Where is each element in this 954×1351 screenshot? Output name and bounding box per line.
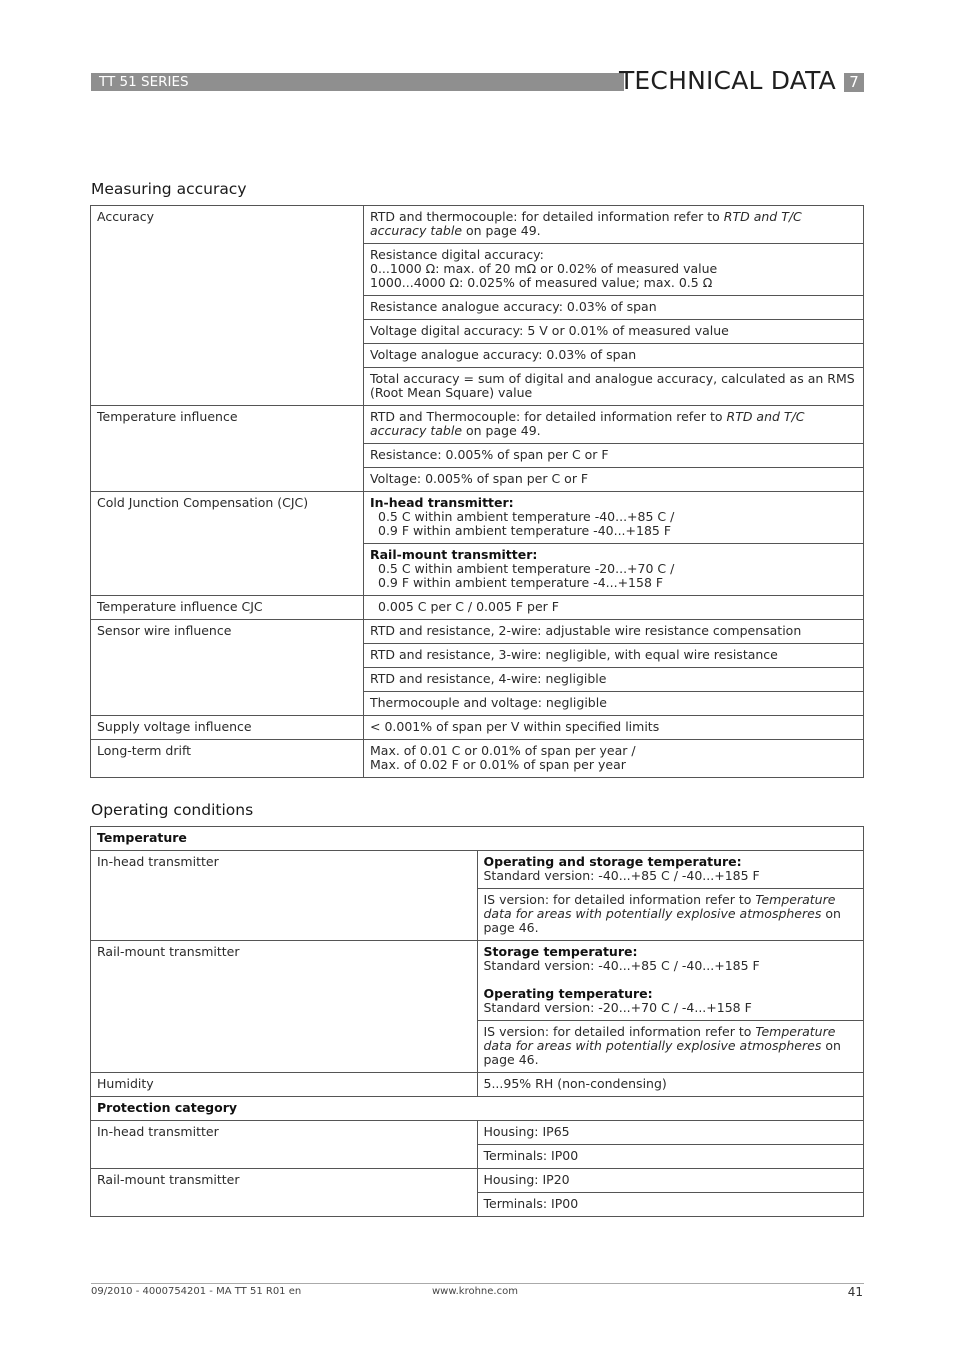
row-label: Temperature influence CJC bbox=[91, 596, 364, 620]
table-cell bbox=[364, 544, 864, 596]
cell-line: Standard version: -40...+85 C / -40...+185 F bbox=[483, 868, 760, 883]
table-cell: Resistance analogue accuracy: 0.03% of span bbox=[364, 296, 864, 320]
spacer bbox=[484, 973, 858, 987]
table-cell bbox=[364, 596, 864, 620]
cell-line: Resistance digital accuracy: bbox=[370, 247, 544, 262]
table-cell bbox=[477, 1021, 864, 1073]
reference-link: Temperature data for areas with potentially explosive atmospheres bbox=[483, 1024, 836, 1053]
table-row bbox=[91, 1169, 864, 1193]
row-label: Temperature influence bbox=[91, 406, 364, 492]
page-number: 41 bbox=[847, 1285, 863, 1299]
table-cell: Terminals: IP00 bbox=[477, 1193, 864, 1217]
table-cell: Total accuracy = sum of digital and analogue accuracy, calculated as an RMS (Root Mean Square) value bbox=[364, 368, 864, 406]
cell-line: 0.005 C per C / 0.005 F per F bbox=[378, 599, 559, 614]
cell-text: on page 46. bbox=[483, 906, 841, 935]
cell-line: Standard version: -40...+85 C / -40...+185 F bbox=[483, 958, 760, 973]
table-row bbox=[91, 596, 864, 620]
footer-document-id: 09/2010 - 4000754201 - MA TT 51 R01 en bbox=[91, 1286, 302, 1297]
table-row bbox=[91, 941, 864, 1021]
chapter-number-badge: 7 bbox=[844, 73, 864, 92]
cell-line: Max. of 0.01 C or 0.01% of span per year / bbox=[370, 743, 636, 758]
table-cell: 5...95% RH (non-condensing) bbox=[477, 1073, 864, 1097]
cell-line: 0...1000 Ω: max. of 20 mΩ or 0.02% of measured value bbox=[370, 261, 718, 276]
row-label: Cold Junction Compensation (CJC) bbox=[91, 492, 364, 596]
row-label: Sensor wire influence bbox=[91, 620, 364, 716]
footer-website-link[interactable]: www.krohne.com bbox=[432, 1286, 518, 1297]
table-row bbox=[91, 206, 864, 244]
table-row bbox=[91, 1073, 864, 1097]
footer-divider bbox=[91, 1283, 864, 1284]
cell-subtitle: Operating and storage temperature: bbox=[483, 854, 742, 869]
cell-line: 0.5 C within ambient temperature -20...+70 C / bbox=[378, 561, 675, 576]
group-header: Temperature bbox=[91, 827, 864, 851]
row-label: Accuracy bbox=[91, 206, 364, 406]
table-cell: RTD and resistance, 2-wire: adjustable wire resistance compensation bbox=[364, 620, 864, 644]
table-cell bbox=[364, 492, 864, 544]
cell-line: 0.9 F within ambient temperature -40...+185 F bbox=[378, 523, 672, 538]
measuring-accuracy-table bbox=[90, 205, 864, 778]
cell-line: Standard version: -20...+70 C / -4...+158 F bbox=[483, 1000, 752, 1015]
row-label: Supply voltage influence bbox=[91, 716, 364, 740]
page-header bbox=[91, 66, 864, 95]
table-cell: Housing: IP20 bbox=[477, 1169, 864, 1193]
cell-subtitle: In-head transmitter: bbox=[370, 495, 514, 510]
cell-text: on page 49. bbox=[462, 223, 541, 238]
table-cell: Voltage analogue accuracy: 0.03% of span bbox=[364, 344, 864, 368]
cell-line: 1000...4000 Ω: 0.025% of measured value; max. 0.5 Ω bbox=[370, 275, 713, 290]
section-title-measuring: Measuring accuracy bbox=[91, 180, 247, 198]
group-header: Protection category bbox=[91, 1097, 864, 1121]
table-cell bbox=[364, 406, 864, 444]
table-cell bbox=[477, 941, 864, 1021]
table-cell: Housing: IP65 bbox=[477, 1121, 864, 1145]
operating-conditions-table bbox=[90, 826, 864, 1217]
cell-text: on page 46. bbox=[483, 1038, 841, 1067]
table-cell: Thermocouple and voltage: negligible bbox=[364, 692, 864, 716]
cell-text: IS version: for detailed information refer to bbox=[483, 892, 756, 907]
reference-link: RTD and T/C accuracy table bbox=[370, 209, 802, 238]
table-cell: RTD and resistance, 3-wire: negligible, with equal wire resistance bbox=[364, 644, 864, 668]
reference-link: RTD and T/C accuracy table bbox=[370, 409, 805, 438]
cell-text: IS version: for detailed information refer to bbox=[483, 1024, 756, 1039]
cell-subtitle: Storage temperature: bbox=[483, 944, 638, 959]
table-cell bbox=[477, 889, 864, 941]
row-label: Rail-mount transmitter bbox=[91, 941, 478, 1073]
table-cell bbox=[364, 206, 864, 244]
table-row bbox=[91, 740, 864, 778]
cell-text: RTD and thermocouple: for detailed information refer to bbox=[370, 209, 724, 224]
table-cell: Voltage digital accuracy: 5 V or 0.01% of measured value bbox=[364, 320, 864, 344]
cell-line: Max. of 0.02 F or 0.01% of span per year bbox=[370, 757, 626, 772]
table-cell: Voltage: 0.005% of span per C or F bbox=[364, 468, 864, 492]
table-cell: RTD and resistance, 4-wire: negligible bbox=[364, 668, 864, 692]
table-row bbox=[91, 827, 864, 851]
header-bar bbox=[91, 73, 624, 91]
row-label: Humidity bbox=[91, 1073, 478, 1097]
table-cell: Resistance: 0.005% of span per C or F bbox=[364, 444, 864, 468]
cell-line: 0.9 F within ambient temperature -4...+158 F bbox=[378, 575, 664, 590]
row-label: In-head transmitter bbox=[91, 1121, 478, 1169]
chapter-title: TECHNICAL DATA bbox=[618, 66, 836, 95]
cell-text: on page 49. bbox=[462, 423, 541, 438]
row-label: Long-term drift bbox=[91, 740, 364, 778]
table-row bbox=[91, 620, 864, 644]
table-cell: < 0.001% of span per V within specified limits bbox=[364, 716, 864, 740]
table-row bbox=[91, 406, 864, 444]
cell-line: 0.5 C within ambient temperature -40...+85 C / bbox=[378, 509, 675, 524]
table-row bbox=[91, 492, 864, 544]
reference-link: Temperature data for areas with potentially explosive atmospheres bbox=[483, 892, 836, 921]
table-cell: Terminals: IP00 bbox=[477, 1145, 864, 1169]
table-row bbox=[91, 851, 864, 889]
cell-subtitle: Operating temperature: bbox=[483, 986, 653, 1001]
table-row bbox=[91, 1121, 864, 1145]
cell-text: RTD and Thermocouple: for detailed information refer to bbox=[370, 409, 727, 424]
table-row bbox=[91, 716, 864, 740]
table-cell bbox=[364, 244, 864, 296]
row-label: In-head transmitter bbox=[91, 851, 478, 941]
table-cell bbox=[364, 740, 864, 778]
table-row bbox=[91, 1097, 864, 1121]
section-title-operating: Operating conditions bbox=[91, 801, 254, 819]
row-label: Rail-mount transmitter bbox=[91, 1169, 478, 1217]
series-label: TT 51 SERIES bbox=[99, 74, 189, 90]
table-cell bbox=[477, 851, 864, 889]
cell-subtitle: Rail-mount transmitter: bbox=[370, 547, 538, 562]
